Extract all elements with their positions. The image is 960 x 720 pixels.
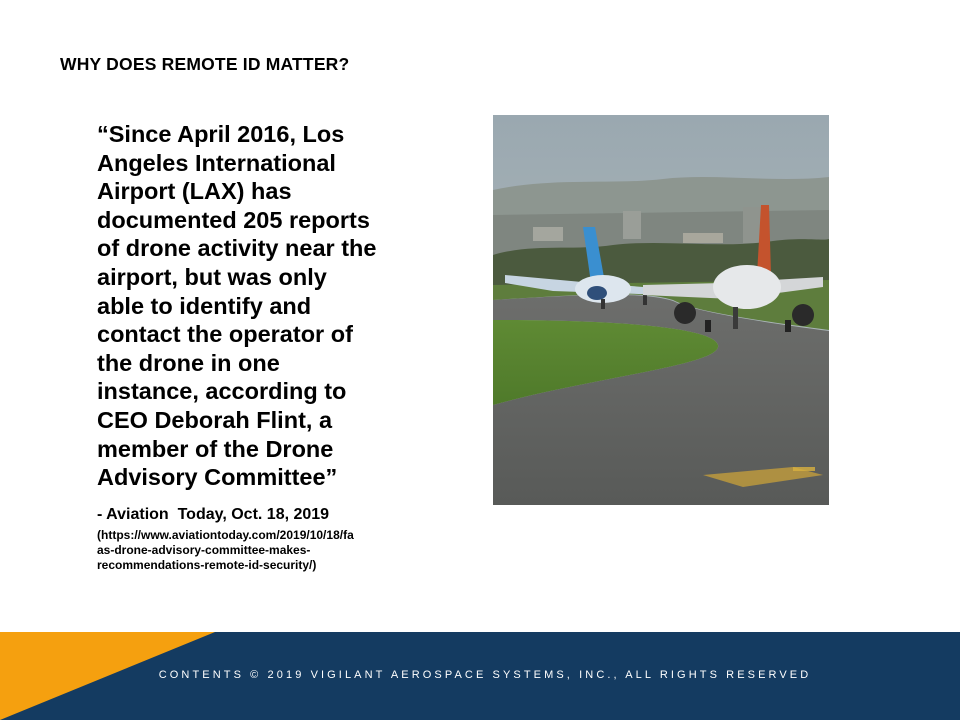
- quote-block: [97, 120, 427, 492]
- quote-line: of drone activity near the: [97, 235, 377, 262]
- source-url-line: recommendations-remote-id-security/): [97, 558, 317, 572]
- quote-line: the drone in one: [97, 349, 280, 376]
- quote-line: Airport (LAX) has: [97, 178, 292, 205]
- footer-copyright: CONTENTS © 2019 VIGILANT AEROSPACE SYSTEMS, INC., ALL RIGHTS RESERVED: [158, 669, 812, 681]
- airport-runway-photo: [493, 115, 829, 505]
- quote-line: instance, according to: [97, 378, 347, 405]
- source-url: [97, 528, 417, 573]
- quote-line: documented 205 reports: [97, 206, 370, 233]
- quote-line: member of the Drone: [97, 435, 334, 462]
- quote-line: airport, but was only: [97, 263, 327, 290]
- slide-title: WHY DOES REMOTE ID MATTER?: [60, 54, 350, 74]
- quote-attribution: - Aviation Today, Oct. 18, 2019: [97, 506, 330, 523]
- quote-line: able to identify and: [97, 292, 312, 319]
- quote-line: “Since April 2016, Los: [97, 121, 345, 147]
- quote-line: contact the operator of: [97, 321, 353, 348]
- quote-line: CEO Deborah Flint, a: [97, 406, 333, 433]
- quote-line: Advisory Committee”: [97, 464, 338, 491]
- source-url-line: as-drone-advisory-committee-makes-: [97, 543, 311, 557]
- source-url-line: (https://www.aviationtoday.com/2019/10/18/fa: [97, 528, 354, 542]
- quote-line: Angeles International: [97, 149, 336, 176]
